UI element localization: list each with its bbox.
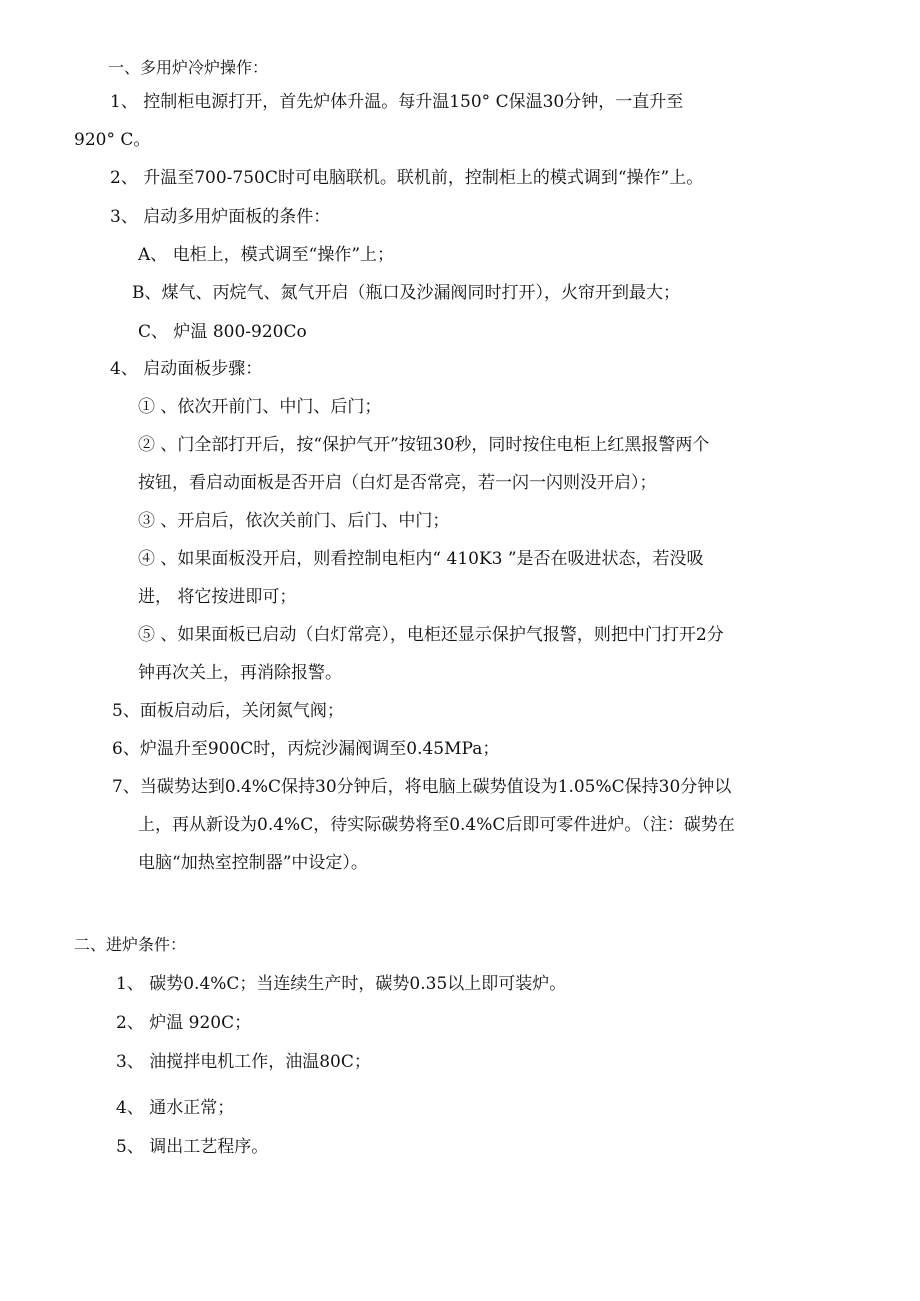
step-1-line-1: 1、 控制柜电源打开，首先炉体升温。每升温150° C保温30分钟，一直升至 — [110, 92, 684, 112]
step-6: 6、炉温升至900C时，丙烷沙漏阀调至0.45MPa； — [112, 739, 500, 759]
step-2: 2、 升温至700-750C时可电脑联机。联机前，控制柜上的模式调到“操作”上。 — [110, 168, 704, 188]
condition-b: B、煤气、丙烷气、氮气开启（瓶口及沙漏阀同时打开），火帘开到最大； — [132, 283, 680, 303]
entry-condition-1: 1、 碳势0.4%C；当连续生产时，碳势0.35以上即可装炉。 — [116, 974, 567, 994]
step-4-title: 4、 启动面板步骤： — [110, 359, 263, 379]
sub-step-5-line-1: ⑤ 、如果面板已启动（白灯常亮），电柜还显示保护气报警，则把中门打开2分 — [138, 625, 724, 645]
sub-step-3: ③ 、开启后，依次关前门、后门、中门； — [138, 511, 450, 531]
sub-step-4-line-1: ④ 、如果面板没开启，则看控制电柜内“ 410K3 ”是否在吸进状态，若没吸 — [138, 549, 704, 569]
sub-step-2-line-1: ② 、门全部打开后，按“保护气开”按钮30秒，同时按住电柜上红黑报警两个 — [138, 435, 710, 455]
step-1-line-2: 920° C。 — [74, 130, 151, 150]
sub-step-5-line-2: 钟再次关上，再消除报警。 — [138, 663, 342, 683]
step-7-line-2: 上，再从新设为0.4%C，待实际碳势将至0.4%C后即可零件进炉。（注：碳势在 — [138, 815, 735, 835]
entry-condition-3: 3、 油搅拌电机工作，油温80C； — [116, 1052, 371, 1072]
step-3-title: 3、 启动多用炉面板的条件： — [110, 207, 331, 227]
entry-condition-2: 2、 炉温 920C； — [116, 1013, 252, 1033]
section-1-title: 一、多用炉冷炉操作： — [108, 58, 269, 77]
sub-step-1: ① 、依次开前门、中门、后门； — [138, 397, 382, 417]
step-5: 5、面板启动后，关闭氮气阀； — [112, 701, 344, 721]
entry-condition-5: 5、 调出工艺程序。 — [116, 1137, 269, 1157]
step-7-line-1: 7、当碳势达到0.4%C保持30分钟后，将电脑上碳势值设为1.05%C保持30分钟以 — [112, 777, 732, 797]
step-7-line-3: 电脑“加热室控制器”中设定）。 — [138, 853, 368, 873]
sub-step-4-line-2: 进， 将它按进即可； — [138, 587, 297, 607]
sub-step-2-line-2: 按钮，看启动面板是否开启（白灯是否常亮，若一闪一闪则没开启）； — [138, 473, 657, 493]
condition-a: A、 电柜上，模式调至“操作”上； — [138, 245, 395, 265]
entry-condition-4: 4、 通水正常； — [116, 1098, 235, 1118]
section-2-title: 二、进炉条件： — [74, 935, 187, 954]
condition-c: C、 炉温 800-920Co — [138, 322, 307, 342]
